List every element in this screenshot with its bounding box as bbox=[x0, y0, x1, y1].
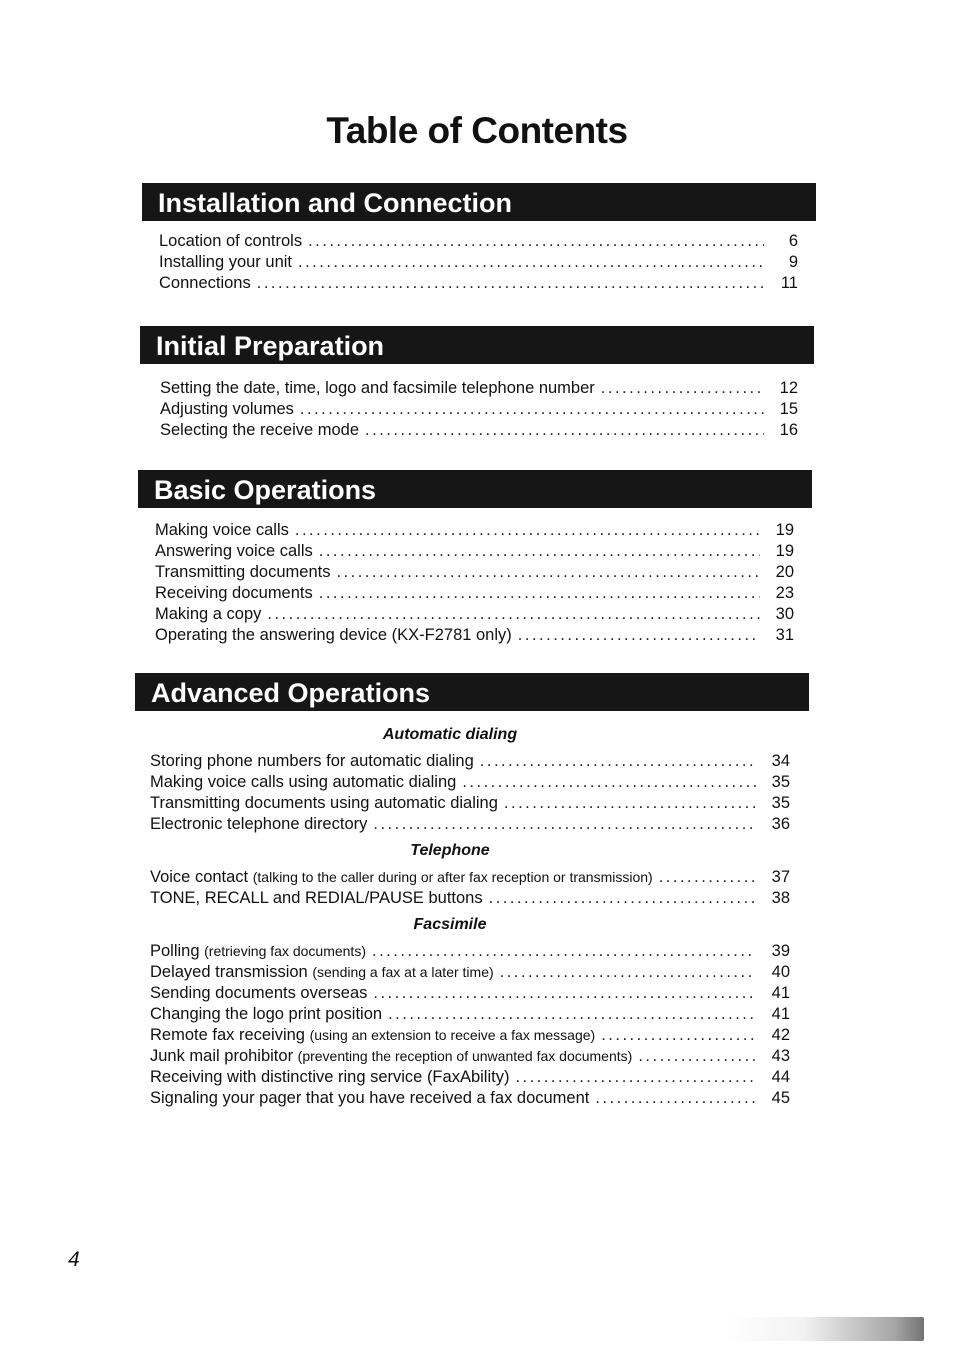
toc-entry[interactable] bbox=[150, 962, 790, 983]
entry-label: Making voice calls using automatic dialing bbox=[150, 773, 457, 791]
dot-leader bbox=[319, 541, 760, 562]
toc-entry[interactable] bbox=[150, 941, 790, 962]
dot-leader bbox=[267, 604, 760, 625]
entry-label: Electronic telephone directory bbox=[150, 815, 368, 833]
toc-entry[interactable] bbox=[150, 1025, 790, 1046]
dot-leader bbox=[365, 420, 764, 441]
entry-page-number: 37 bbox=[771, 868, 790, 886]
entry-label: Making voice calls bbox=[155, 521, 289, 539]
entry-label: Transmitting documents bbox=[155, 563, 331, 581]
entry-label: Receiving with distinctive ring service (FaxAbility) bbox=[150, 1068, 510, 1086]
group-subtitle-facsimile: Facsimile bbox=[413, 916, 487, 933]
entry-page-number: 41 bbox=[771, 984, 790, 1002]
section-heading: Initial Preparation bbox=[140, 326, 814, 364]
section-basic-operations bbox=[0, 470, 954, 646]
dot-leader bbox=[601, 378, 764, 399]
entry-label: Transmitting documents using automatic dialing bbox=[150, 794, 498, 812]
entry-label: Installing your unit bbox=[159, 253, 292, 271]
entry-page-number: 40 bbox=[771, 963, 790, 981]
dot-leader bbox=[372, 941, 756, 962]
entry-label: Signaling your pager that you have received a fax document bbox=[150, 1089, 590, 1107]
entry-label: Sending documents overseas bbox=[150, 984, 368, 1002]
entry-label: Connections bbox=[159, 274, 251, 292]
entry-label: Storing phone numbers for automatic dialing bbox=[150, 752, 474, 770]
toc-entry[interactable] bbox=[150, 1046, 790, 1067]
entry-label: Selecting the receive mode bbox=[160, 421, 360, 439]
entry-page-number: 19 bbox=[775, 521, 794, 539]
section-installation-and-connection bbox=[0, 183, 954, 294]
entry-title: Junk mail prohibitor bbox=[150, 1047, 294, 1065]
entry-page-number: 45 bbox=[771, 1089, 790, 1107]
section-heading: Advanced Operations bbox=[135, 673, 809, 711]
toc-entry[interactable] bbox=[160, 378, 798, 399]
toc-entry[interactable] bbox=[150, 751, 790, 772]
entry-page-number: 23 bbox=[775, 584, 794, 602]
entry-page-number: 20 bbox=[775, 563, 794, 581]
entry-label: Changing the logo print position bbox=[150, 1005, 383, 1023]
toc-entry[interactable] bbox=[160, 399, 798, 420]
dot-leader bbox=[601, 1025, 756, 1046]
entry-page-number: 16 bbox=[779, 421, 798, 439]
section-advanced-operations bbox=[0, 673, 954, 1109]
entry-label: Operating the answering device (KX-F2781 only) bbox=[155, 626, 512, 644]
entry-page-number: 41 bbox=[771, 1005, 790, 1023]
entry-page-number: 6 bbox=[788, 232, 798, 250]
entry-note: (sending a fax at a later time) bbox=[312, 964, 494, 980]
toc-entry[interactable] bbox=[160, 420, 798, 441]
entry-page-number: 9 bbox=[788, 253, 798, 271]
entry-page-number: 15 bbox=[779, 400, 798, 418]
dot-leader bbox=[336, 562, 760, 583]
entry-label bbox=[150, 1046, 632, 1067]
dot-leader bbox=[388, 1004, 756, 1025]
dot-leader bbox=[515, 1067, 756, 1088]
entry-page-number: 42 bbox=[771, 1026, 790, 1044]
entry-page-number: 34 bbox=[771, 752, 790, 770]
toc-entry[interactable] bbox=[155, 625, 794, 646]
toc-entry[interactable] bbox=[155, 520, 794, 541]
dot-leader bbox=[595, 1088, 756, 1109]
entry-page-number: 36 bbox=[771, 815, 790, 833]
entry-note: (talking to the caller during or after fax reception or transmission) bbox=[252, 869, 653, 885]
entry-label bbox=[150, 962, 494, 983]
entry-page-number: 39 bbox=[771, 942, 790, 960]
entry-list bbox=[155, 520, 794, 646]
toc-entry[interactable] bbox=[155, 583, 794, 604]
section-heading: Basic Operations bbox=[138, 470, 812, 508]
entry-label: TONE, RECALL and REDIAL/PAUSE buttons bbox=[150, 889, 483, 907]
toc-entry[interactable] bbox=[150, 888, 790, 909]
dot-leader bbox=[308, 231, 764, 252]
dot-leader bbox=[500, 962, 756, 983]
entry-page-number: 30 bbox=[775, 605, 794, 623]
page-number: 4 bbox=[68, 1248, 80, 1271]
dot-leader bbox=[300, 399, 764, 420]
toc-entry[interactable] bbox=[150, 793, 790, 814]
toc-entry[interactable] bbox=[155, 562, 794, 583]
entry-label bbox=[150, 867, 653, 888]
dot-leader bbox=[480, 751, 756, 772]
group-subtitle-telephone: Telephone bbox=[410, 842, 490, 859]
toc-entry[interactable] bbox=[150, 772, 790, 793]
dot-leader bbox=[298, 252, 764, 273]
page-title: Table of Contents bbox=[326, 110, 628, 151]
entry-label: Adjusting volumes bbox=[160, 400, 294, 418]
entry-title: Polling bbox=[150, 942, 200, 960]
toc-entry[interactable] bbox=[155, 604, 794, 625]
group-subtitle-automatic-dialing: Automatic dialing bbox=[382, 726, 518, 743]
toc-entry[interactable] bbox=[159, 273, 798, 294]
entry-title: Delayed transmission bbox=[150, 963, 308, 981]
entry-list bbox=[159, 231, 798, 294]
toc-entry[interactable] bbox=[150, 1067, 790, 1088]
dot-leader bbox=[638, 1046, 756, 1067]
toc-entry[interactable] bbox=[155, 541, 794, 562]
entry-title: Remote fax receiving bbox=[150, 1026, 305, 1044]
entry-label: Making a copy bbox=[155, 605, 262, 623]
entry-label bbox=[150, 941, 366, 962]
dot-leader bbox=[489, 888, 756, 909]
dot-leader bbox=[518, 625, 760, 646]
entry-page-number: 35 bbox=[771, 794, 790, 812]
dot-leader bbox=[319, 583, 760, 604]
entry-page-number: 12 bbox=[779, 379, 798, 397]
entry-page-number: 19 bbox=[775, 542, 794, 560]
dot-leader bbox=[373, 814, 756, 835]
entry-label: Receiving documents bbox=[155, 584, 313, 602]
entry-label bbox=[150, 1025, 595, 1046]
dot-leader bbox=[373, 983, 756, 1004]
entry-page-number: 43 bbox=[771, 1047, 790, 1065]
entry-list bbox=[160, 378, 798, 441]
dot-leader bbox=[504, 793, 756, 814]
toc-entry[interactable] bbox=[150, 1004, 790, 1025]
entry-page-number: 11 bbox=[780, 274, 798, 292]
entry-note: (using an extension to receive a fax message) bbox=[309, 1027, 596, 1043]
entry-label: Setting the date, time, logo and facsimile telephone number bbox=[160, 379, 595, 397]
toc-entry[interactable] bbox=[159, 252, 798, 273]
section-initial-preparation bbox=[0, 326, 954, 441]
entry-page-number: 38 bbox=[771, 889, 790, 907]
entry-title: Voice contact bbox=[150, 868, 249, 886]
section-heading: Installation and Connection bbox=[142, 183, 816, 221]
dot-leader bbox=[462, 772, 756, 793]
toc-entry[interactable] bbox=[150, 1088, 790, 1109]
toc-entry[interactable] bbox=[150, 814, 790, 835]
scan-artifact bbox=[724, 1317, 924, 1341]
entry-note: (retrieving fax documents) bbox=[204, 943, 366, 959]
entry-label: Answering voice calls bbox=[155, 542, 313, 560]
advanced-groups bbox=[150, 725, 790, 1109]
entry-label: Location of controls bbox=[159, 232, 303, 250]
dot-leader bbox=[257, 273, 764, 294]
dot-leader bbox=[659, 867, 756, 888]
entry-page-number: 31 bbox=[775, 626, 794, 644]
entry-page-number: 44 bbox=[771, 1068, 790, 1086]
toc-entry[interactable] bbox=[159, 231, 798, 252]
toc-entry[interactable] bbox=[150, 867, 790, 888]
entry-page-number: 35 bbox=[771, 773, 790, 791]
entry-note: (preventing the reception of unwanted fax documents) bbox=[297, 1048, 633, 1064]
dot-leader bbox=[295, 520, 760, 541]
toc-entry[interactable] bbox=[150, 983, 790, 1004]
